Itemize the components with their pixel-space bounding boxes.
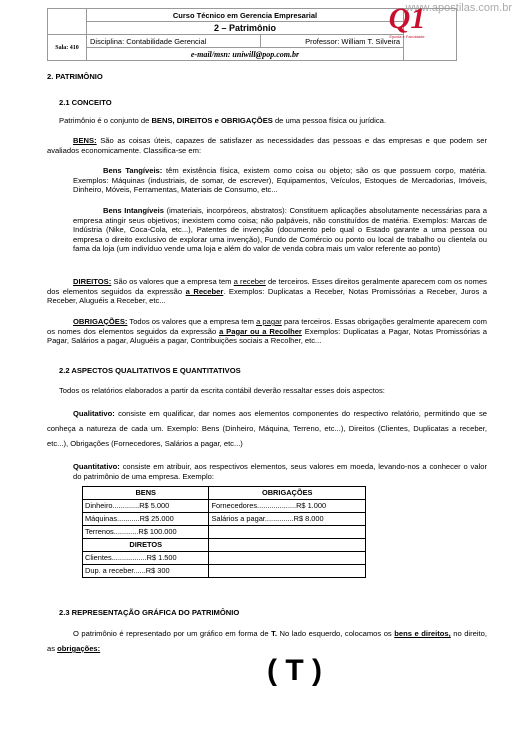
graphic-text-1: O patrimônio é representado por um gráfico em forma de xyxy=(73,629,272,638)
graphic-obrigacoes: obrigações: xyxy=(57,644,101,653)
obrigacoes-expression: a Pagar ou a Recolher xyxy=(219,326,302,336)
tangible-label: Bens Tangíveis: xyxy=(103,166,163,175)
table-cell: Fornecedores...................R$ 1.000 xyxy=(209,500,366,513)
tangible-text: têm existência física, existem como coisa ou objeto; são os que possuem corpo, matéria. Exemplos: Máquinas (industriais, de somar, de escrever), Equipamentos, Veículos, Estoques de Mercadorias, Imóveis, Dinheiro, Móveis, Ferramentas, Materiais de Consumo, etc... xyxy=(73,166,487,195)
room-label: Sala: 410 xyxy=(48,35,87,61)
table-cell xyxy=(209,565,366,578)
table-row xyxy=(83,552,366,565)
table-cell xyxy=(209,552,366,565)
intro-bold: BENS, DIREITOS e OBRIGAÇÕES xyxy=(151,116,273,125)
section-title: 2. PATRIMÔNIO xyxy=(47,72,103,81)
aspects-intro: Todos os relatórios elaborados a partir da escrita contábil deverão ressaltar esses dois aspectos: xyxy=(59,386,385,395)
obrigacoes-underline: a pagar xyxy=(256,317,282,326)
chapter-title: 2 – Patrimônio xyxy=(87,22,404,35)
table-header-obrigacoes: OBRIGAÇÕES xyxy=(209,487,366,500)
graphic-text-2: No lado esquerdo, colocamos os xyxy=(277,629,395,638)
qualitativo-paragraph xyxy=(47,406,487,451)
course-title: Curso Técnico em Gerencia Empresarial xyxy=(87,9,404,22)
table-header-direitos: DIRETOS xyxy=(83,539,209,552)
obrigacoes-text-1: Todos os valores que a empresa tem xyxy=(127,317,257,326)
direitos-expression: a Receber xyxy=(185,286,224,296)
direitos-label: DIREITOS: xyxy=(73,277,112,286)
subsection-title: 2.1 CONCEITO xyxy=(59,98,112,107)
discipline: Disciplina: Contabilidade Gerencial xyxy=(87,35,261,48)
quantitativo-text: consiste em atribuir, aos respectivos elementos, seus valores em moeda, levando-nos a conhecer o valor do patrimônio de uma empresa. Exemplo: xyxy=(73,462,487,481)
table-cell: Salários a pagar..............R$ 8.000 xyxy=(209,513,366,526)
quantitativo-label: Quantitativo: xyxy=(73,462,120,471)
graphic-text-3: no direito, as xyxy=(47,629,487,653)
direitos-text-1: São os valores que a empresa tem xyxy=(111,277,234,286)
table-cell: Dinheiro.............R$ 5.000 xyxy=(83,500,209,513)
watermark: www.apostilas.com.br xyxy=(405,2,512,14)
qualitativo-text: consiste em qualificar, dar nomes aos elementos componentes do respectivo relatório, permitindo que se conheça a natureza de cada um. Exemplo: Bens (Dinheiro, Máquina, Terreno, etc...), Direitos (Clientes, Duplicatas a receber, etc...), Obrigações (Fornecedores, Salários a pagar, etc...) xyxy=(47,409,487,448)
obrigacoes-text-2: para terceiros. Essas obrigações geralmente aparecem com os nomes dos elementos seguidos da expressão xyxy=(47,317,487,336)
table-row xyxy=(83,487,366,500)
table-cell: Máquinas...........R$ 25.000 xyxy=(83,513,209,526)
tangible-paragraph xyxy=(73,166,487,195)
table-cell: Dup. a receber......R$ 300 xyxy=(83,565,209,578)
table-row xyxy=(83,500,366,513)
graphic-bens-direitos: bens e direitos, xyxy=(394,629,451,638)
obrigacoes-text-3: Exemplos: Duplicatas a Pagar, Notas Promissórias a Pagar, Salários a pagar, Aluguéis a pagar, Contribuições sociais a Recolher, etc... xyxy=(47,326,488,346)
table-cell: Clientes.................R$ 1.500 xyxy=(83,552,209,565)
intro-text: Patrimônio é o conjunto de xyxy=(59,116,152,125)
professor: Professor: William T. Silveira xyxy=(260,35,403,48)
graphic-t: T. xyxy=(271,629,278,638)
direitos-underline: a receber xyxy=(233,277,266,286)
logo-text: Q1 xyxy=(388,2,426,35)
table-cell: Terrenos............R$ 100.000 xyxy=(83,526,209,539)
logo-subtitle: Escola e Faculdade xyxy=(389,34,425,39)
table-row xyxy=(83,565,366,578)
obrigacoes-paragraph xyxy=(47,317,487,346)
intangible-paragraph xyxy=(73,206,487,254)
direitos-paragraph xyxy=(47,277,487,306)
direitos-text-2: de terceiros. Esses direitos geralmente aparecem com os nomes dos elementos seguidos da expressão xyxy=(47,277,487,296)
table-cell xyxy=(209,539,366,552)
qualitativo-label: Qualitativo: xyxy=(73,409,115,418)
table-header-bens: BENS xyxy=(83,487,209,500)
bens-text: São as coisas úteis, capazes de satisfazer as necessidades das pessoas e das empresas e que podem ser avaliados economicamente. Classifica-se em: xyxy=(47,136,487,155)
table-row xyxy=(83,539,366,552)
table-row xyxy=(83,513,366,526)
graphic-paragraph xyxy=(47,626,487,656)
obrigacoes-label: OBRIGAÇÕES: xyxy=(73,317,128,326)
bens-label: BENS: xyxy=(73,136,97,145)
table-cell xyxy=(209,526,366,539)
school-logo xyxy=(384,4,430,44)
t-graphic: ( T ) xyxy=(267,654,322,687)
quantitativo-paragraph xyxy=(73,462,487,481)
subsection-title-2-3: 2.3 REPRESENTAÇÃO GRÁFICA DO PATRIMÔNIO xyxy=(59,608,240,617)
table-row xyxy=(83,526,366,539)
direitos-text-3: . Exemplos: Duplicatas a Receber, Notas Promissórias a Receber, Juros a Receber, Aluguéis a Receber, etc... xyxy=(47,286,487,306)
email: e-mail/msn: uniwill@pop.com.br xyxy=(87,48,404,61)
patrimony-table xyxy=(82,486,366,578)
intro-text-end: de uma pessoa física ou jurídica. xyxy=(272,116,386,125)
intangible-text: (imateriais, incorpóreos, abstratos): Constituem aplicações absolutamente necessárias para a empresa atingir seus objetivos; inexistem como coisa; não palpáveis, não constituídos de matéria. Exemplos: Marcas de Indústria (Nike, Coca-Cola, etc...), Patentes de invenção (documento pelo qual o Estado garante a uma pessoa ou empresa o direito exclusivo de explorar uma invenção), Fundo de Comércio ou ponto ou local de trabalho ou clientela ou fama da loja (um indivíduo vende uma loja e além do valor de venda cobra mais um valor referente ao ponto) xyxy=(73,206,487,254)
intro-paragraph xyxy=(59,116,487,126)
subsection-title-2-2: 2.2 ASPECTOS QUALITATIVOS E QUANTITATIVOS xyxy=(59,366,241,375)
bens-paragraph xyxy=(47,136,487,155)
intangible-label: Bens Intangíveis xyxy=(103,206,164,215)
